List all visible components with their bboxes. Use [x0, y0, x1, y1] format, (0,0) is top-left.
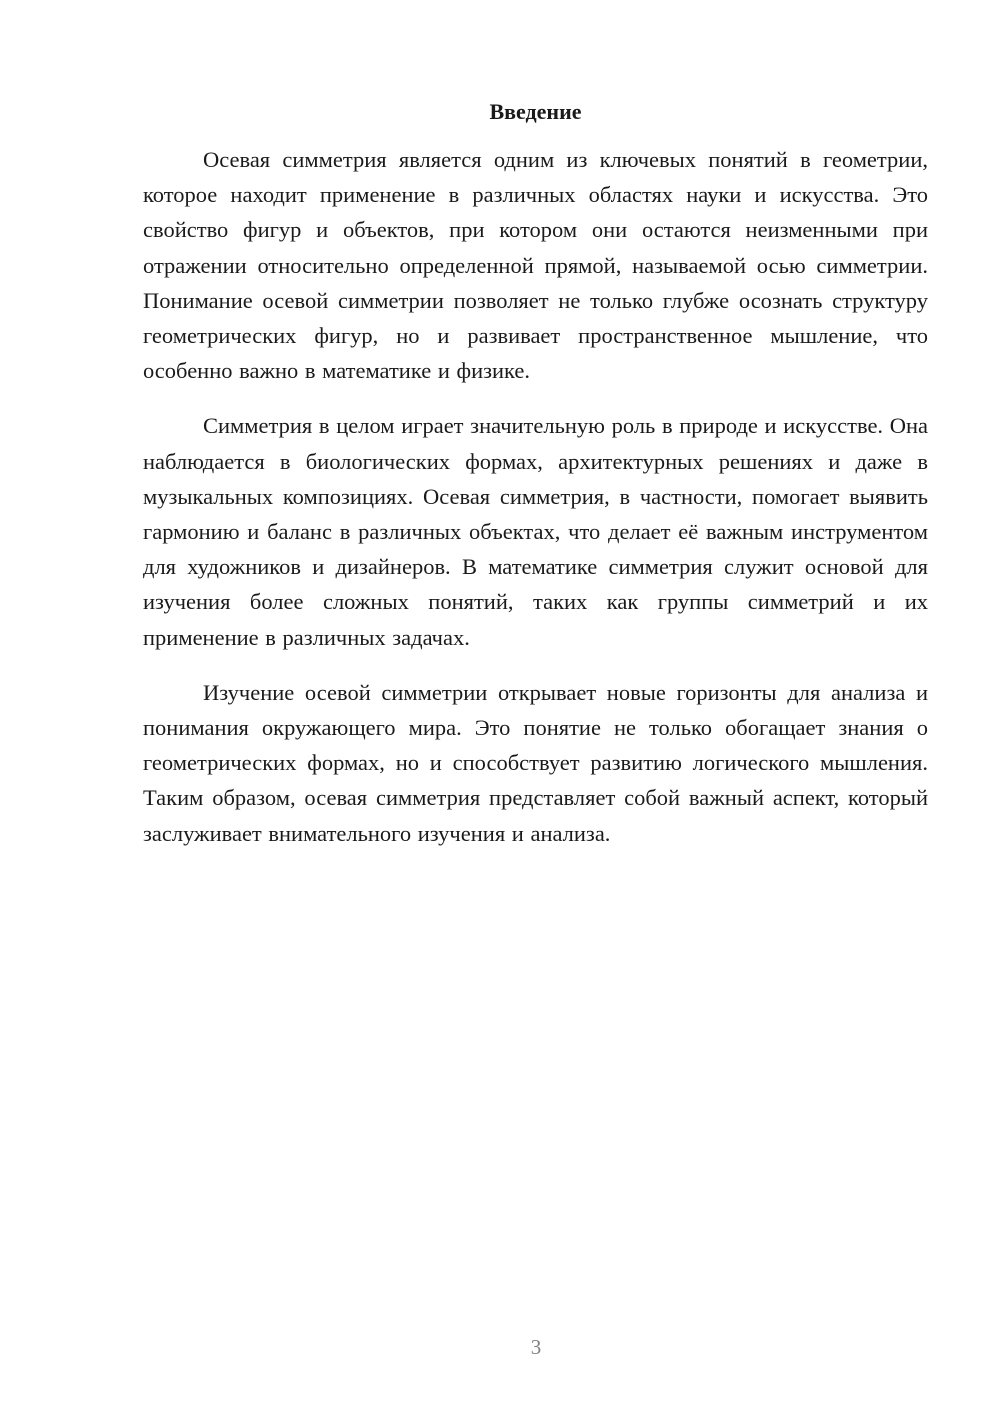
paragraph-3: Изучение осевой симметрии открывает новые горизонты для анализа и понимания окружающего мира. Это понятие не только обогащает знания о геометрических формах, но и способствует развитию логического мышления. Таким образом, осевая симметрия представляет собой важный аспект, который заслуживает внимательного изучения и анализа.: [143, 679, 928, 846]
body-text: [143, 142, 928, 871]
paragraph-2: Симметрия в целом играет значительную роль в природе и искусстве. Она наблюдается в биологических формах, архитектурных решениях и даже в музыкальных композициях. Осевая симметрия, в частности, помогает выявить гармонию и баланс в различных объектах, что делает её важным инструментом для художников и дизайнеров. В математике симметрия служит основой для изучения более сложных понятий, таких как группы симметрий и их применение в различных задачах.: [143, 413, 928, 650]
paragraph-1: Осевая симметрия является одним из ключевых понятий в геометрии, которое находит применение в различных областях науки и искусства. Это свойство фигур и объектов, при котором они остаются неизменными при отражении относительно определенной прямой, называемой осью симметрии. Понимание осевой симметрии позволяет не только глубже осознать структуру геометрических фигур, но и развивает пространственное мышление, что особенно важно в математике и физике.: [143, 147, 928, 384]
page-number: 3: [530, 1335, 542, 1359]
section-title: Введение: [489, 99, 582, 124]
